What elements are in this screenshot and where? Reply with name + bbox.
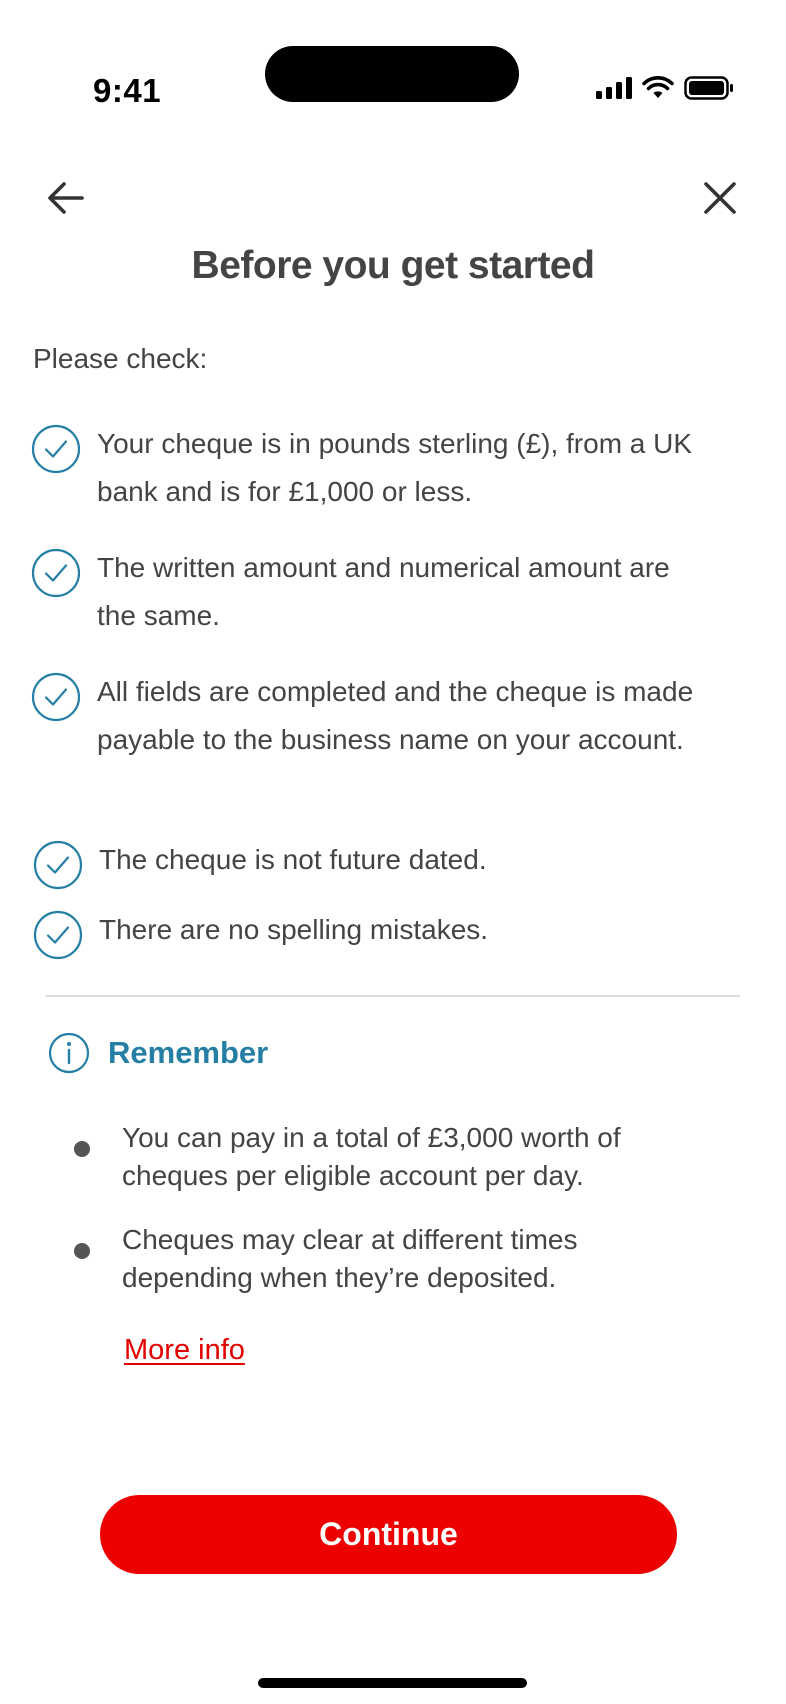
wifi-icon — [642, 76, 674, 100]
bullet-dot — [74, 1141, 90, 1157]
checklist-item — [31, 668, 697, 764]
close-button[interactable] — [692, 170, 748, 226]
divider — [46, 995, 740, 997]
more-info-link[interactable]: More info — [124, 1334, 245, 1366]
bullet-text: Cheques may clear at different times depending when they’re deposited. — [122, 1224, 578, 1293]
cellular-signal-icon — [596, 77, 632, 99]
bullet-dot — [74, 1243, 90, 1259]
close-icon — [702, 180, 738, 216]
checklist-text: The cheque is not future dated. — [99, 844, 487, 875]
checklist-text: There are no spelling mistakes. — [99, 914, 489, 945]
remember-header — [48, 1032, 268, 1074]
intro-text: Please check: — [33, 343, 208, 374]
page-title: Before you get started — [191, 244, 595, 287]
home-indicator[interactable] — [258, 1678, 527, 1688]
checklist-text: The written amount and numerical amount are the same. — [97, 552, 670, 631]
checklist-text: Your cheque is in pounds sterling (£), from a UK bank and is for £1,000 or less. — [97, 428, 693, 507]
check-circle-icon — [31, 548, 81, 598]
status-icons — [596, 76, 734, 100]
arrow-left-icon — [46, 180, 86, 216]
dynamic-island — [265, 46, 519, 102]
check-circle-icon — [33, 910, 83, 960]
checklist-text: All fields are completed and the cheque is made payable to the business name on your account. — [97, 676, 694, 755]
check-circle-icon — [33, 840, 83, 890]
checklist-item — [31, 420, 697, 516]
checklist-item — [31, 544, 697, 640]
back-button[interactable] — [38, 170, 94, 226]
check-circle-icon — [31, 672, 81, 722]
continue-button[interactable]: Continue — [100, 1495, 677, 1574]
bullet-item — [74, 1221, 682, 1297]
bullet-text: You can pay in a total of £3,000 worth of cheques per eligible account per day. — [122, 1122, 621, 1191]
check-circle-icon — [31, 424, 81, 474]
battery-icon — [684, 76, 734, 100]
status-time: 9:41 — [93, 72, 162, 109]
info-icon — [48, 1032, 90, 1074]
bullet-item — [74, 1119, 682, 1195]
remember-title: Remember — [108, 1035, 269, 1070]
checklist-item — [33, 906, 699, 960]
checklist-item — [33, 836, 699, 890]
